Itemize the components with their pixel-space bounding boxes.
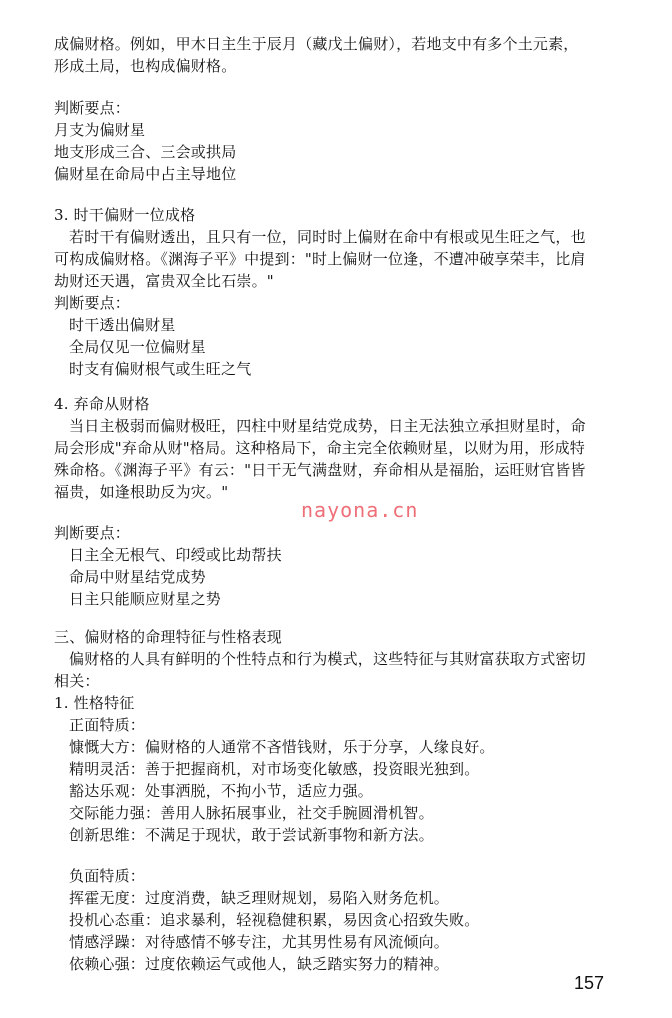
- list-item: 全局仅见一位偏财星: [69, 338, 206, 356]
- list-item: 精明灵活：善于把握商机，对市场变化敏感，投资眼光独到。: [69, 760, 480, 778]
- section-label: 判断要点：: [54, 294, 131, 312]
- list-item: 挥霍无度：过度消费，缺乏理财规划，易陷入财务危机。: [69, 889, 450, 907]
- watermark: nayona.cn: [301, 498, 419, 522]
- list-item: 时支有偏财根气或生旺之气: [69, 360, 252, 378]
- subsection-heading: 1. 性格特征: [54, 694, 135, 712]
- paragraph-line: 福贵，如逢根助反为灾。": [54, 483, 229, 501]
- paragraph-line: 当日主极弱而偏财极旺，四柱中财星结党成势，日主无法独立承担财星时，命: [69, 417, 586, 435]
- text-line: 成偏财格。例如，甲木日主生于辰月（藏戊土偏财），若地支中有多个土元素，: [54, 35, 579, 53]
- list-item: 投机心态重：追求暴利，轻视稳健积累，易因贪心招致失败。: [69, 911, 480, 929]
- section-label: 判断要点：: [54, 524, 131, 542]
- paragraph-line: 若时干有偏财透出，且只有一位，同时时上偏财在命中有根或见生旺之气，也: [69, 228, 586, 246]
- page-number: 157: [574, 973, 605, 993]
- list-item: 日主只能顺应财星之势: [69, 590, 222, 608]
- paragraph-line: 可构成偏财格。《渊海子平》中提到："时上偏财一位逢，不遭冲破享荣丰，比肩: [54, 250, 586, 268]
- list-item: 日主全无根气、印绶或比劫帮扶: [69, 546, 282, 564]
- paragraph-line: 局会形成"弃命从财"格局。这种格局下，命主完全依赖财星，以财为用，形成特: [54, 439, 586, 457]
- list-item: 月支为偏财星: [54, 121, 146, 139]
- list-item: 依赖心强：过度依赖运气或他人，缺乏踏实努力的精神。: [69, 955, 450, 973]
- subsection-heading: 3. 时干偏财一位成格: [54, 206, 196, 224]
- paragraph-line: 相关：: [54, 672, 100, 690]
- list-item: 时干透出偏财星: [69, 316, 176, 334]
- paragraph-line: 劫财还天遇，富贵双全比石崇。": [54, 272, 274, 290]
- list-item: 交际能力强：善用人脉拓展事业，社交手腕圆滑机智。: [69, 804, 434, 822]
- list-item: 创新思维：不满足于现状，敢于尝试新事物和新方法。: [69, 826, 434, 844]
- list-item: 豁达乐观：处事洒脱，不拘小节，适应力强。: [69, 782, 374, 800]
- section-label: 判断要点：: [54, 99, 131, 117]
- paragraph-line: 殊命格。《渊海子平》有云："日干无气满盘财，弃命相从是福胎，运旺财官皆皆: [54, 461, 586, 479]
- list-item: 命局中财星结党成势: [69, 568, 206, 586]
- list-item: 地支形成三合、三会或拱局: [54, 143, 237, 161]
- list-item: 偏财星在命局中占主导地位: [54, 165, 237, 183]
- text-line: 形成土局，也构成偏财格。: [54, 57, 237, 75]
- section-label: 负面特质：: [69, 867, 146, 885]
- list-item: 慷慨大方：偏财格的人通常不吝惜钱财，乐于分享，人缘良好。: [69, 738, 495, 756]
- section-label: 正面特质：: [69, 716, 146, 734]
- list-item: 情感浮躁：对待感情不够专注，尤其男性易有风流倾向。: [69, 933, 450, 951]
- section-heading: 三、偏财格的命理特征与性格表现: [54, 628, 283, 646]
- paragraph-line: 偏财格的人具有鲜明的个性特点和行为模式，这些特征与其财富获取方式密切: [69, 650, 586, 668]
- subsection-heading: 4. 弃命从财格: [54, 395, 150, 413]
